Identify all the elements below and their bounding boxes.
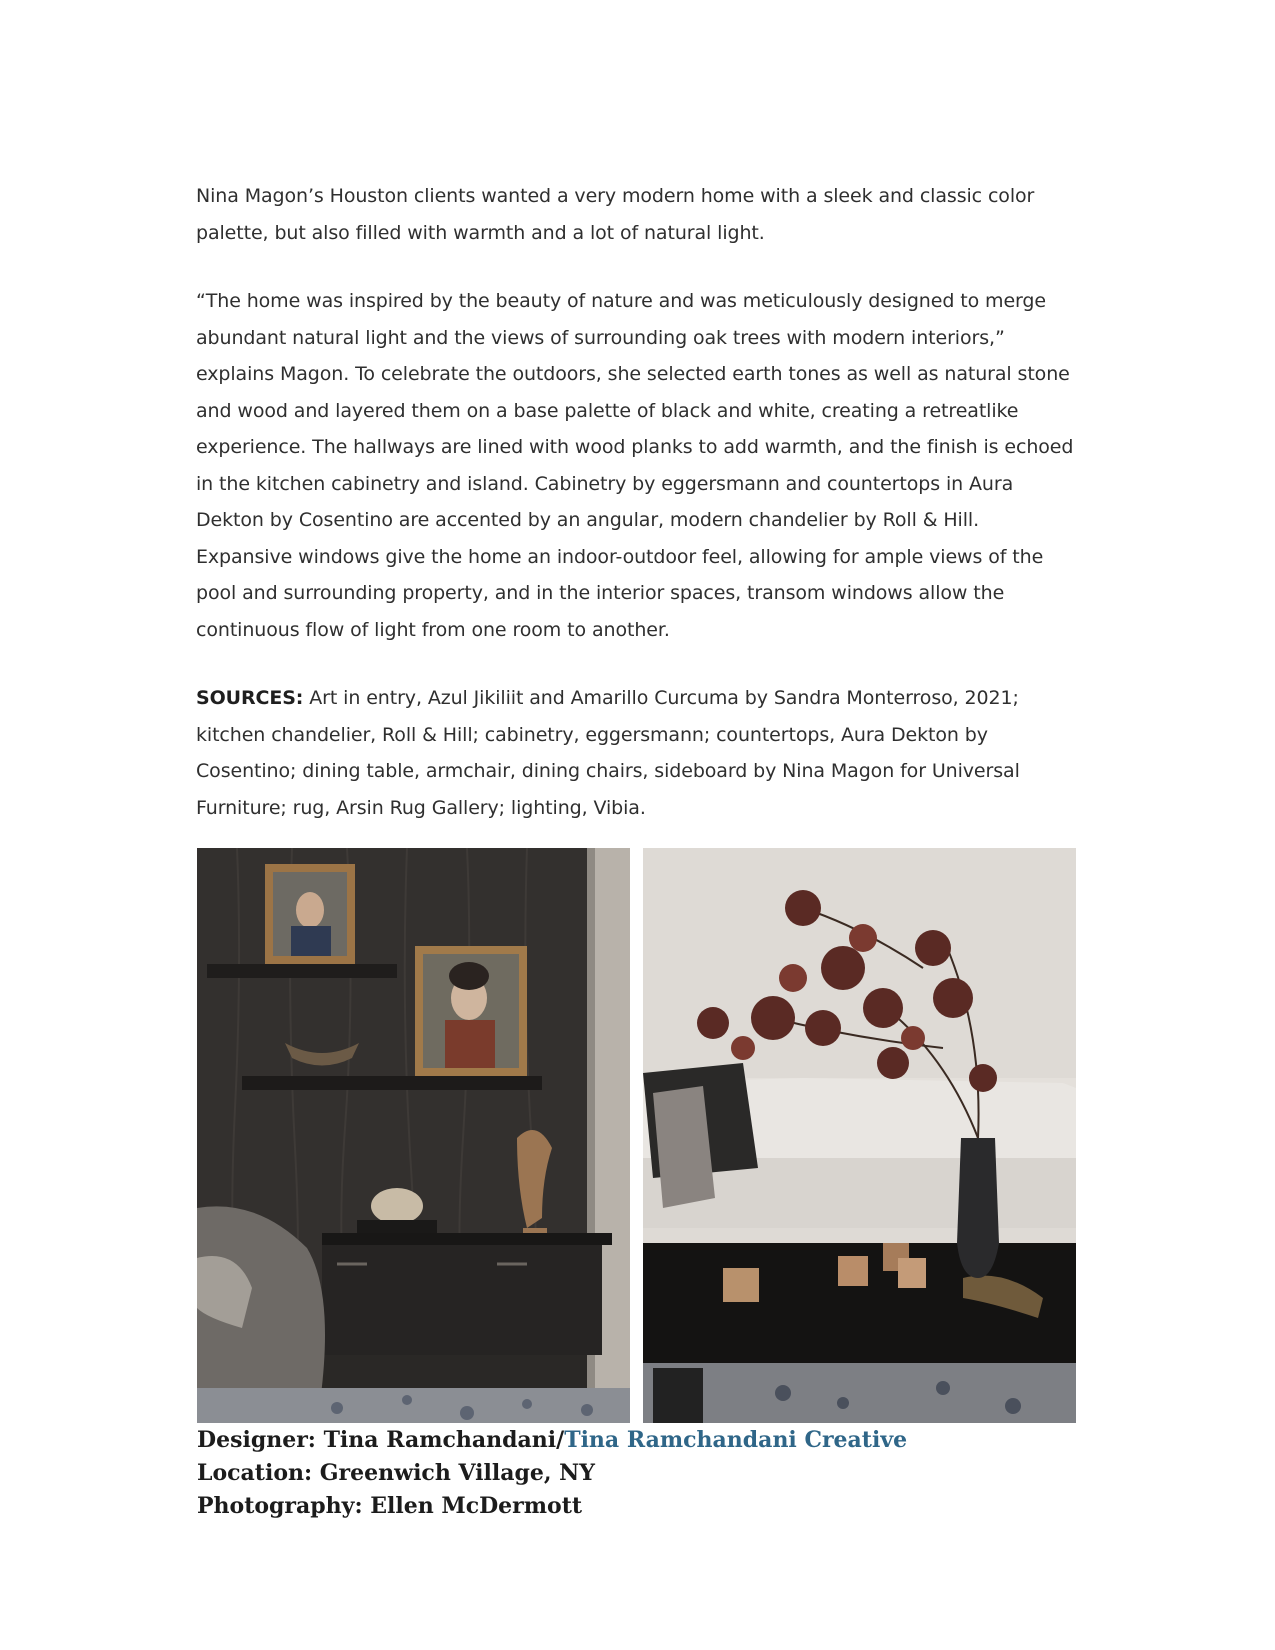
photo-credits [197, 1424, 1077, 1523]
designer-link[interactable]: Tina Ramchandani Creative [564, 1427, 908, 1453]
photo-pair [197, 848, 1076, 1423]
intro-paragraph: Nina Magon’s Houston clients wanted a very modern home with a sleek and classic color palette, but also filled with warmth and a lot of natural light. [196, 185, 1035, 244]
sources-label: SOURCES: [196, 687, 304, 709]
sources-text: Art in entry, Azul Jikiliit and Amarillo Curcuma by Sandra Monterroso, 2021; kitchen chandelier, Roll & Hill; cabinetry, eggersmann; countertops, Aura Dekton by Cosentino; dining table, armchair, dining chairs, sideboard by Nina Magon for Universal Furniture; rug, Arsin Rug Gallery; lighting, Vibia. [196, 687, 1020, 819]
living-room-photo [643, 848, 1076, 1423]
location-credit: Location: Greenwich Village, NY [197, 1460, 595, 1486]
photography-credit: Photography: Ellen McDermott [197, 1493, 583, 1519]
sources-paragraph [196, 680, 1076, 826]
designer-label: Designer: Tina Ramchandani/ [197, 1427, 565, 1453]
designer-credit [197, 1424, 1077, 1457]
quote-paragraph: “The home was inspired by the beauty of nature and was meticulously designed to merge abundant natural light and the views of surrounding oak trees with modern interiors,” explains Magon. To celebrate the outdoors, she selected earth tones as well as natural stone and wood and layered them on a base palette of black and white, creating a retreatlike experience. The hallways are lined with wood planks to add warmth, and the finish is echoed in the kitchen cabinetry and island. Cabinetry by eggersmann and countertops in Aura Dekton by Cosentino are accented by an angular, modern chandelier by Roll & Hill. Expansive windows give the home an indoor-outdoor feel, allowing for ample views of the pool and surrounding property, and in the interior spaces, transom windows allow the continuous flow of light from one room to another. [196, 290, 1074, 641]
article-body [196, 178, 1076, 826]
shelving-photo [197, 848, 630, 1423]
